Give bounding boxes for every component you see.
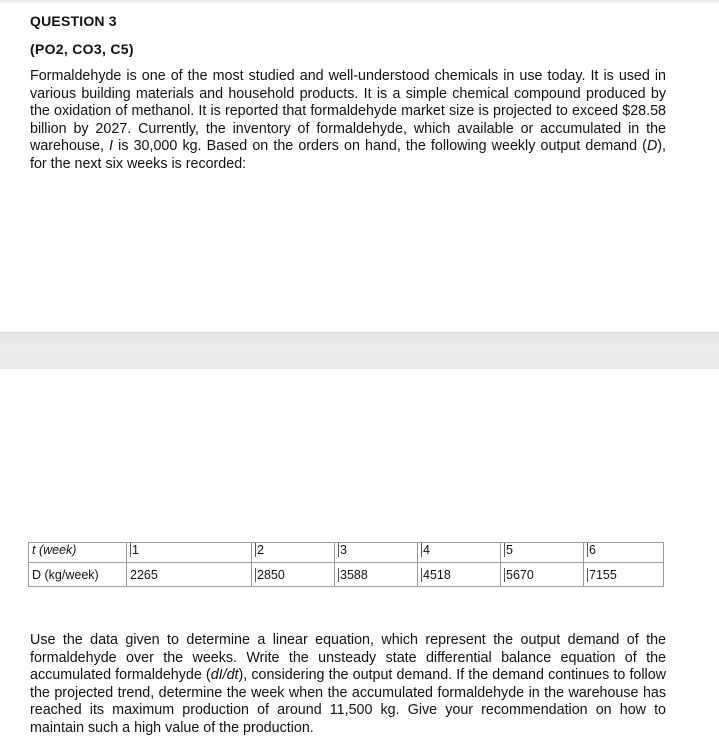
intro-text-1: Formaldehyde is one of the most studied and well-understood chemicals in use today. It is used in various building materials and household products. It is a simple chemical compound produced by the oxidation of methanol. It is reported that formaldehyde market size is projected to exceed $28.58 billion by 2027. Currently, the inventory of formaldehyde, which available or accumulated in the warehouse, <box>30 68 666 155</box>
intro-text-2: is 30,000 kg. Based on the orders on hand, the following weekly output demand ( <box>113 138 647 155</box>
table-row-demand <box>29 563 664 587</box>
row-label-demand: D (kg/week) <box>29 563 127 587</box>
demand-cell: 4518 <box>418 563 501 587</box>
top-shadow <box>0 0 719 4</box>
demand-cell: 2850 <box>252 563 335 587</box>
week-cell: 5 <box>501 543 584 563</box>
inventory-variable: I <box>109 138 114 155</box>
page-break-gap <box>0 332 719 369</box>
week-cell: 6 <box>584 543 664 563</box>
demand-cell: 2265 <box>127 563 252 587</box>
demand-cell: 3588 <box>335 563 418 587</box>
intro-text-3: ), for the next six weeks is recorded: <box>30 138 667 172</box>
question-outcomes: (PO2, CO3, C5) <box>30 41 134 57</box>
week-cell: 3 <box>335 543 418 563</box>
week-cell: 1 <box>127 543 252 563</box>
demand-variable: D <box>646 138 658 155</box>
row-label-week: t (week) <box>29 543 127 563</box>
task-paragraph <box>30 632 666 738</box>
question-title: QUESTION 3 <box>30 13 117 29</box>
intro-paragraph <box>30 68 666 174</box>
derivative-variable: dI/dt <box>210 667 239 684</box>
demand-table <box>28 542 664 587</box>
week-cell: 4 <box>418 543 501 563</box>
week-cell: 2 <box>252 543 335 563</box>
demand-cell: 7155 <box>584 563 664 587</box>
task-text-1: Use the data given to determine a linear equation, which represent the output demand of the formaldehyde over the weeks. Write the unsteady state differential balance equation of the accumulated formaldehyde ( <box>30 632 666 684</box>
task-text-2: ), considering the output demand. If the demand continues to follow the projected trend, determine the week when the accumulated formaldehyde in the warehouse has reached its maximum production of around 11,500 kg. Give your recommendation on how to maintain such a high value of the production. <box>30 667 666 736</box>
table-row-week <box>29 543 664 563</box>
demand-cell: 5670 <box>501 563 584 587</box>
